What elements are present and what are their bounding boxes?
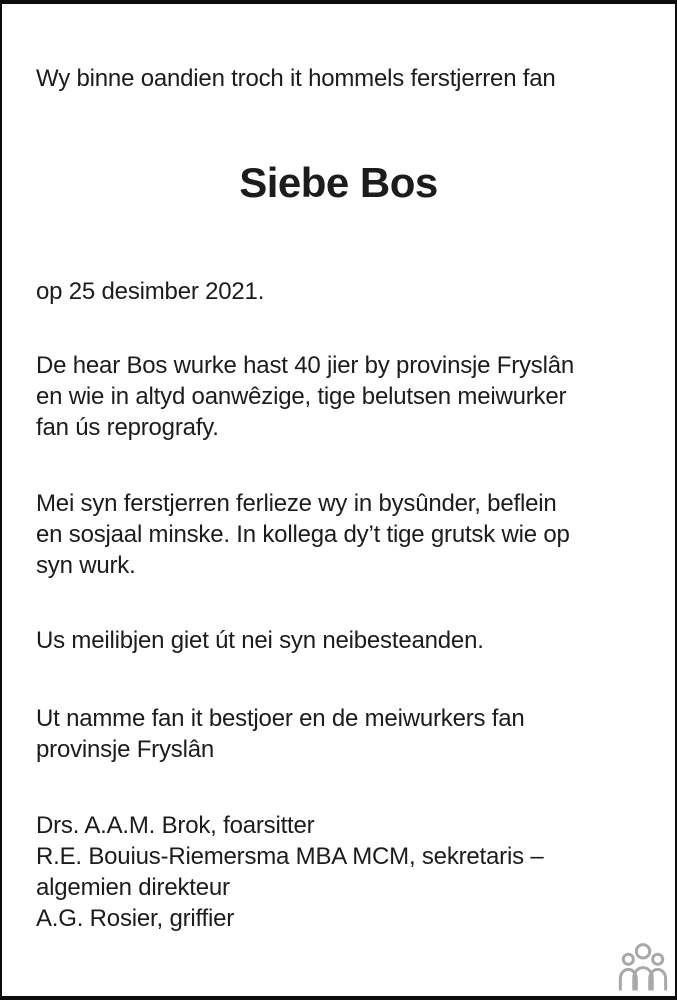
signature-line: algemien direkteur <box>36 874 230 901</box>
paragraph-loss <box>36 488 641 581</box>
paragraph-career-line: De hear Bos wurke hast 40 jier by provinsje Fryslân <box>36 352 575 379</box>
signature-line: R.E. Bouius-Riemersma MBA MCM, sekretaris – <box>36 843 544 870</box>
date-line: op 25 desimber 2021. <box>36 278 265 305</box>
paragraph-loss-line: en sosjaal minske. In kollega dy’t tige grutsk wie op <box>36 521 570 548</box>
paragraph-career-line: en wie in altyd oanwêzige, tige belutsen meiwurker <box>36 383 567 410</box>
intro-line: Wy binne oandien troch it hommels ferstjerren fan <box>36 65 556 92</box>
signature-line: A.G. Rosier, griffier <box>36 905 235 932</box>
paragraph-behalf-line: Ut namme fan it bestjoer en de meiwurkers fan <box>36 705 525 732</box>
deceased-name: Siebe Bos <box>239 159 438 206</box>
paragraph-career <box>36 350 641 443</box>
paragraph-condolence <box>36 625 641 656</box>
signature-line: Drs. A.A.M. Brok, foarsitter <box>36 812 315 839</box>
paragraph-loss-line: syn wurk. <box>36 552 136 579</box>
paragraph-loss-line: Mei syn ferstjerren ferlieze wy in bysûnder, beflein <box>36 490 557 517</box>
signature-block <box>36 810 641 934</box>
paragraph-career-line: fan ús reprografy. <box>36 414 219 441</box>
paragraph-behalf <box>36 703 641 765</box>
family-people-icon <box>617 940 669 992</box>
paragraph-condolence-line: Us meilibjen giet út nei syn neibesteanden. <box>36 627 484 654</box>
paragraph-behalf-line: provinsje Fryslân <box>36 736 214 763</box>
